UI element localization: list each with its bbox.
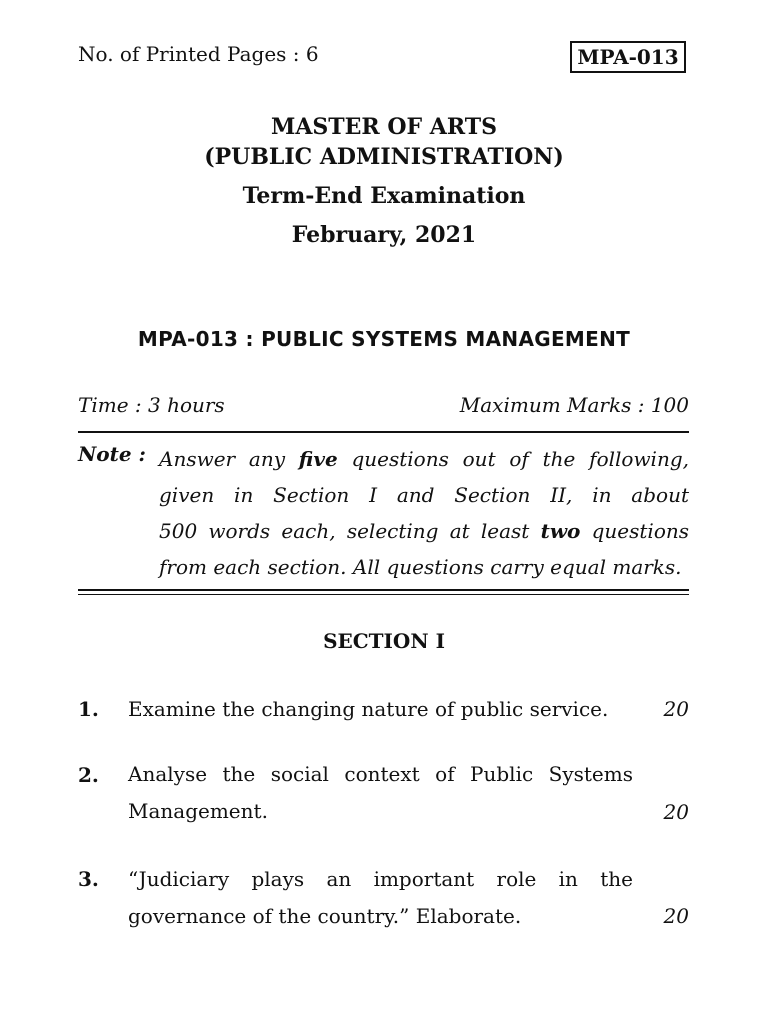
time-allowed: Time : 3 hours bbox=[78, 393, 225, 417]
question-text bbox=[128, 861, 633, 935]
note-text bbox=[159, 441, 689, 585]
question-marks: 20 bbox=[663, 800, 689, 824]
note-segment: Answer any bbox=[159, 447, 299, 471]
degree-subtitle: (PUBLIC ADMINISTRATION) bbox=[204, 144, 564, 170]
note-line bbox=[159, 513, 689, 549]
question-number: 3. bbox=[78, 867, 99, 891]
question-line: Management. bbox=[128, 799, 268, 823]
maximum-marks: Maximum Marks : 100 bbox=[459, 393, 689, 417]
divider bbox=[78, 431, 689, 433]
question-text bbox=[128, 756, 633, 830]
question-number: 2. bbox=[78, 763, 99, 787]
question-line: Examine the changing nature of public service. bbox=[128, 697, 609, 721]
note-segment: questions out of the following, bbox=[337, 447, 689, 471]
question-line: governance of the country.” Elaborate. bbox=[128, 904, 522, 928]
note-segment: 500 words each, selecting at least bbox=[159, 519, 541, 543]
note-emphasis: five bbox=[298, 447, 338, 471]
exam-name: Term-End Examination bbox=[242, 183, 526, 209]
note-line: given in Section I and Section II, in about bbox=[159, 483, 689, 507]
question-number: 1. bbox=[78, 697, 99, 721]
question-line: “Judiciary plays an important role in the bbox=[128, 867, 633, 891]
section-heading: SECTION I bbox=[323, 629, 445, 653]
note-segment: questions bbox=[580, 519, 690, 543]
question-text bbox=[128, 691, 633, 728]
question-marks: 20 bbox=[663, 697, 689, 721]
course-code-box: MPA-013 bbox=[570, 41, 686, 73]
note-line bbox=[159, 441, 689, 477]
note-label: Note : bbox=[78, 442, 146, 466]
exam-date: February, 2021 bbox=[291, 222, 477, 248]
printed-pages-count: No. of Printed Pages : 6 bbox=[78, 42, 319, 66]
question-marks: 20 bbox=[663, 904, 689, 928]
exam-info-row bbox=[78, 393, 689, 417]
double-divider-top bbox=[78, 589, 689, 591]
double-divider-bottom bbox=[78, 594, 689, 595]
question-line: Analyse the social context of Public Systems bbox=[128, 762, 633, 786]
degree-title: MASTER OF ARTS bbox=[270, 114, 498, 140]
course-title: MPA-013 : PUBLIC SYSTEMS MANAGEMENT bbox=[137, 327, 631, 351]
note-emphasis: two bbox=[540, 519, 581, 543]
note-line: from each section. All questions carry equal marks. bbox=[159, 555, 682, 579]
